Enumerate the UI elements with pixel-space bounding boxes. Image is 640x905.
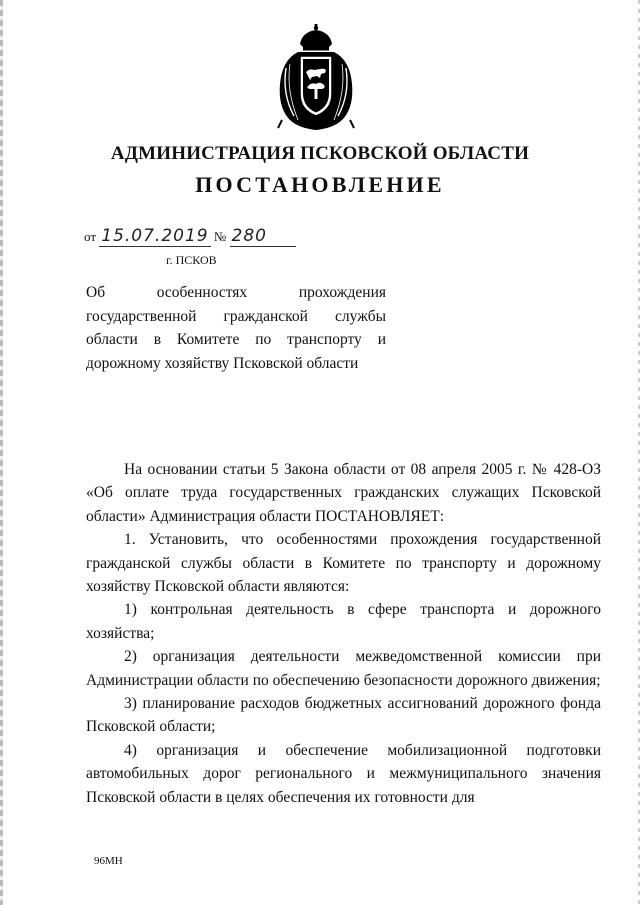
date-prefix: от bbox=[84, 229, 97, 244]
number-prefix: № bbox=[213, 229, 227, 244]
scan-edge-left bbox=[0, 0, 3, 905]
organization-name: АДМИНИСТРАЦИЯ ПСКОВСКОЙ ОБЛАСТИ bbox=[110, 143, 530, 164]
body-paragraph: На основании статьи 5 Закона области от 08 апреля 2005 г. № 428-ОЗ «Об оплате труда государственных гражданских служащих Псковской области» Администрация области ПОСТАНОВЛЯЕТ: bbox=[86, 461, 601, 525]
body-paragraph: 3) планирование расходов бюджетных ассигнований дорожного фонда Псковской области; bbox=[86, 695, 601, 736]
body-paragraph: 4) организация и обеспечение мобилизационной подготовки автомобильных дорог регионального и межмуниципального значения Псковской области в целях обеспечения их готовности для bbox=[86, 741, 601, 806]
city: г. ПСКОВ bbox=[166, 253, 217, 267]
body-paragraph: 2) организация деятельности межведомственной комиссии при Администрации области по обеспечению безопасности дорожного движения; bbox=[86, 648, 601, 689]
date-number-line bbox=[84, 226, 296, 247]
document-body bbox=[86, 458, 601, 809]
document-subject: Об особенностях прохождения государственной гражданской службы области в Комитете по транспорту и дорожному хозяйству Псковской области bbox=[86, 284, 386, 372]
body-paragraph: 1. Установить, что особенностями прохождения государственной гражданской службы области в Комитете по транспорту и дорожному хозяйству Псковской области являются: bbox=[86, 531, 601, 596]
date-value: 15.07.2019 bbox=[101, 226, 209, 246]
footer-code: 96МН bbox=[94, 855, 123, 867]
number-value: 280 bbox=[230, 226, 296, 247]
document-type: ПОСТАНОВЛЕНИЕ bbox=[195, 172, 445, 197]
coat-of-arms-icon bbox=[268, 24, 364, 134]
body-paragraph: 1) контрольная деятельность в сфере транспорта и дорожного хозяйства; bbox=[86, 601, 601, 642]
